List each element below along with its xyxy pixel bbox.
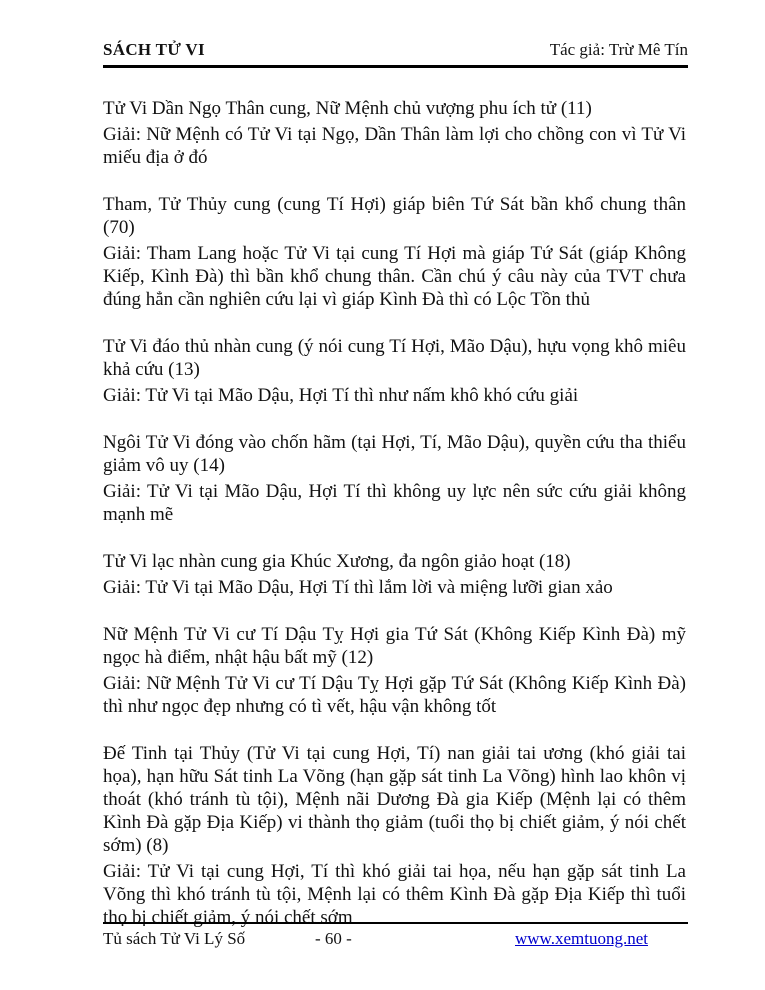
verse-statement: Tử Vi lạc nhàn cung gia Khúc Xương, đa ngôn giảo hoạt (18) [103,551,571,572]
footer-row [103,928,688,950]
verse-group-3 [103,335,686,407]
author-credit: Tác giả: Trừ Mê Tín [549,40,688,59]
verse-statement: Nữ Mệnh Tử Vi cư Tí Dậu Tỵ Hợi gia Tứ Sát (Không Kiếp Kình Đà) mỹ ngọc hà điểm, nhật hậu bất mỹ (12) [103,624,686,668]
page-header [103,40,688,68]
verse-statement: Đế Tinh tại Thủy (Tử Vi tại cung Hợi, Tí) nan giải tai ương (khó giải tai họa), hạn hữu Sát tinh La Võng (hạn gặp sát tinh La Võng) hình lao khôn vị thoát (khó tránh tù tội), Mệnh nãi Dương Đà gia Kiếp (Mệnh lại có thêm Kình Đà gặp Địa Kiếp) vi thành thọ giảm (tuổi thọ bị chiết giảm, ý nói chết sớm) (8) [103,743,686,856]
verse-explanation: Giải: Nữ Mệnh có Tử Vi tại Ngọ, Dần Thân làm lợi cho chồng con vì Tử Vi miếu địa ở đó [103,124,686,168]
verse-group-2 [103,193,686,311]
verse-explanation: Giải: Tử Vi tại Mão Dậu, Hợi Tí thì không uy lực nên sức cứu giải không mạnh mẽ [103,481,686,525]
verse-group-1 [103,97,686,169]
verse-statement: Tử Vi đáo thủ nhàn cung (ý nói cung Tí Hợi, Mão Dậu), hựu vọng khô miêu khả cứu (13) [103,336,686,380]
website-link[interactable]: www.xemtuong.net [515,929,648,948]
page-number: - 60 - [315,929,352,948]
verse-statement: Ngôi Tử Vi đóng vào chốn hãm (tại Hợi, Tí, Mão Dậu), quyền cứu tha thiểu giảm vô uy (14) [103,432,686,476]
footer-series-title: Tủ sách Tử Vi Lý Số [103,929,246,948]
verse-explanation: Giải: Tử Vi tại Mão Dậu, Hợi Tí thì như nấm khô khó cứu giải [103,385,579,406]
verse-explanation: Giải: Tử Vi tại cung Hợi, Tí thì khó giải tai họa, nếu hạn gặp sát tinh La Võng thì khó tránh tù tội, Mệnh lại có thêm Kình Đà gặp Địa Kiếp thì tuổi thọ bị chiết giảm, ý nói chết sớm [103,861,686,928]
page-body [103,97,686,953]
verse-explanation: Giải: Tham Lang hoặc Tử Vi tại cung Tí Hợi mà giáp Tứ Sát (giáp Không Kiếp, Kình Đà) thì bần khổ chung thân. Cần chú ý câu này của TVT chưa đúng hẳn cần nghiên cứu lại vì giáp Kình Đà thì có Lộc Tồn thủ [103,243,686,310]
verse-explanation: Giải: Tử Vi tại Mão Dậu, Hợi Tí thì lắm lời và miệng lưỡi gian xảo [103,577,613,598]
book-title: SÁCH TỬ VI [103,40,205,59]
verse-group-4 [103,431,686,526]
verse-group-6 [103,623,686,718]
verse-explanation: Giải: Nữ Mệnh Tử Vi cư Tí Dậu Tỵ Hợi gặp Tứ Sát (Không Kiếp Kình Đà) thì như ngọc đẹp nhưng có tì vết, hậu vận không tốt [103,673,686,717]
verse-statement: Tham, Tử Thủy cung (cung Tí Hợi) giáp biên Tứ Sát bần khổ chung thân (70) [103,194,686,238]
verse-statement: Tử Vi Dần Ngọ Thân cung, Nữ Mệnh chủ vượng phu ích tử (11) [103,98,592,119]
verse-group-7 [103,742,686,929]
verse-group-5 [103,550,686,599]
page-footer [103,922,688,950]
